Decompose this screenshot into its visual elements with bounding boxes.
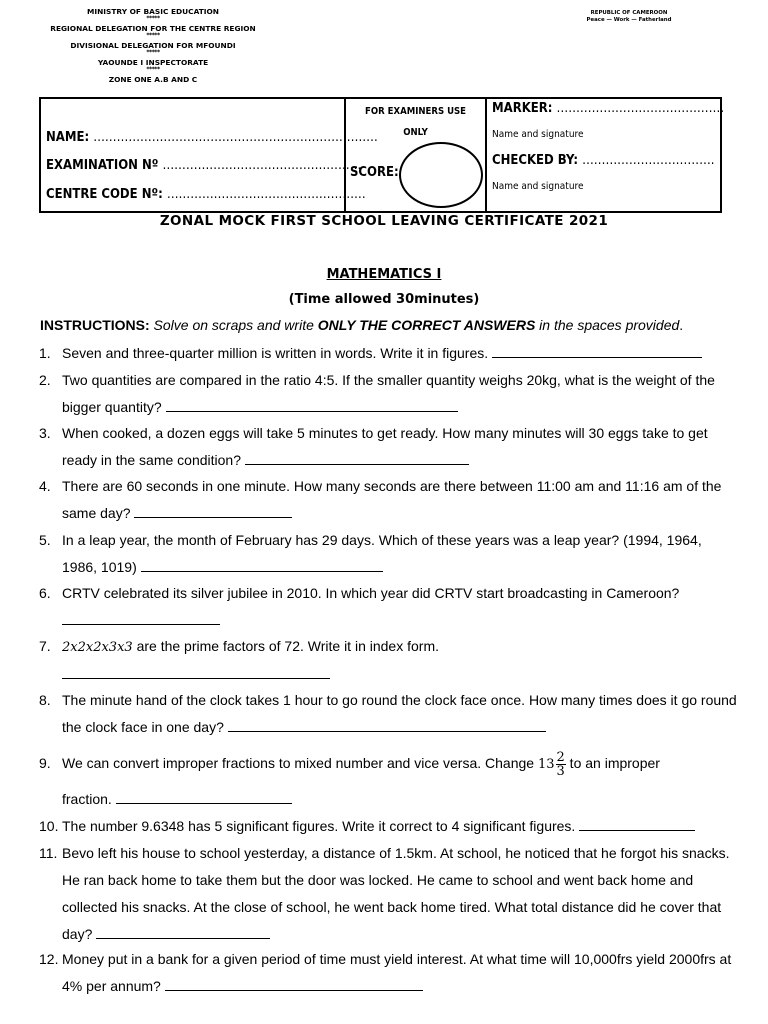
question-text: There are 60 seconds in one minute. How many seconds are there between 11:00 am and 11:16 am of the same day? bbox=[62, 478, 722, 521]
answer-blank[interactable] bbox=[579, 817, 695, 831]
checker-name-signature: Name and signature bbox=[492, 181, 584, 192]
name-field[interactable] bbox=[46, 130, 378, 145]
instructions-emphasis: ONLY THE CORRECT ANSWERS bbox=[317, 317, 536, 333]
answer-blank[interactable] bbox=[228, 718, 546, 732]
checked-by-dots: ……………………………. bbox=[582, 153, 715, 168]
header-stars: ***** bbox=[146, 49, 160, 56]
mixed-number-whole: 13 bbox=[537, 757, 555, 772]
question-number: 1. bbox=[39, 345, 51, 361]
header-line-inspectorate: YAOUNDE I INSPECTORATE bbox=[97, 58, 209, 67]
question-8 bbox=[39, 687, 739, 741]
question-number: 2. bbox=[39, 372, 51, 388]
question-text: Seven and three-quarter million is written in words. Write it in figures. bbox=[62, 345, 489, 361]
answer-blank[interactable] bbox=[134, 504, 292, 518]
question-number: 3. bbox=[39, 425, 51, 441]
question-number: 7. bbox=[39, 638, 51, 654]
question-1 bbox=[39, 340, 739, 367]
republic-name: REPUBLIC OF CAMEROON bbox=[590, 10, 668, 16]
score-circle[interactable] bbox=[399, 142, 483, 208]
header-line-division: DIVISIONAL DELEGATION FOR MFOUNDI bbox=[70, 41, 236, 50]
question-text: The minute hand of the clock takes 1 hour to go round the clock face once. How many times does it go round the clock face in one day? bbox=[62, 692, 737, 735]
question-text: We can convert improper fractions to mixed number and vice versa. Change bbox=[62, 755, 538, 771]
header-stars: ***** bbox=[146, 15, 160, 22]
question-text: In a leap year, the month of February has 29 days. Which of these years was a leap year? (1994, 1964, 1986, 1019) bbox=[62, 532, 702, 575]
centre-code-dots: …………………………………………… bbox=[166, 187, 366, 202]
header-stars: ***** bbox=[146, 32, 160, 39]
marker-field[interactable] bbox=[492, 101, 724, 116]
examiners-line2: ONLY bbox=[403, 127, 428, 138]
republic-motto: Peace — Work — Fatherland bbox=[586, 17, 672, 23]
exam-number-field[interactable] bbox=[46, 158, 361, 173]
time-allowed: (Time allowed 30minutes) bbox=[288, 292, 480, 307]
mixed-number-fraction bbox=[556, 751, 566, 778]
checked-by-label: CHECKED BY: bbox=[492, 153, 578, 168]
instructions-label: INSTRUCTIONS: bbox=[40, 317, 150, 333]
instructions bbox=[40, 317, 683, 333]
question-9-continued bbox=[39, 786, 739, 813]
marker-label: MARKER: bbox=[492, 101, 553, 116]
answer-blank[interactable] bbox=[165, 977, 423, 991]
instructions-end: . bbox=[679, 317, 684, 333]
question-3 bbox=[39, 420, 739, 474]
question-6 bbox=[39, 580, 739, 634]
question-number: 9. bbox=[39, 755, 51, 771]
question-number: 5. bbox=[39, 532, 51, 548]
name-label: NAME: bbox=[46, 130, 90, 145]
question-text-2: to an improper bbox=[565, 755, 660, 771]
centre-code-label: CENTRE CODE Nº: bbox=[46, 187, 163, 202]
question-text: Two quantities are compared in the ratio 4:5. If the smaller quantity weighs 20kg, what is the weight of the bigger quantity? bbox=[62, 372, 715, 415]
examiners-line1: FOR EXAMINERS USE bbox=[364, 106, 467, 117]
instructions-text-2: in the spaces provided bbox=[535, 317, 680, 333]
question-4 bbox=[39, 473, 739, 527]
header-stars: ***** bbox=[146, 66, 160, 73]
examiners-use-label bbox=[346, 101, 485, 143]
subject-title: MATHEMATICS I bbox=[326, 267, 442, 282]
question-number: 12. bbox=[39, 951, 59, 967]
score-label: SCORE: bbox=[350, 165, 399, 180]
question-9 bbox=[39, 748, 739, 780]
answer-blank[interactable] bbox=[62, 611, 220, 625]
question-text: The number 9.6348 has 5 significant figures. Write it correct to 4 significant figures. bbox=[62, 818, 576, 834]
question-number: 6. bbox=[39, 585, 51, 601]
question-text: Money put in a bank for a given period of time must yield interest. At what time will 10,000frs yield 2000frs at 4% per annum? bbox=[62, 951, 732, 994]
question-number: 8. bbox=[39, 692, 51, 708]
box-divider bbox=[485, 99, 487, 211]
question-12 bbox=[39, 946, 739, 1000]
answer-blank[interactable] bbox=[492, 344, 702, 358]
header-line-region: REGIONAL DELEGATION FOR THE CENTRE REGION bbox=[50, 24, 256, 33]
name-dots: ………………………………………………………………. bbox=[93, 130, 378, 145]
answer-blank[interactable] bbox=[62, 665, 330, 679]
question-number: 4. bbox=[39, 478, 51, 494]
fraction-numerator: 2 bbox=[556, 749, 565, 765]
ministry-header bbox=[40, 7, 266, 84]
marker-name-signature: Name and signature bbox=[492, 129, 584, 140]
exam-title: ZONAL MOCK FIRST SCHOOL LEAVING CERTIFICATE 2021 bbox=[159, 213, 609, 229]
instructions-text-1: Solve on scraps and write bbox=[149, 317, 318, 333]
header-line-ministry: MINISTRY OF BASIC EDUCATION bbox=[87, 7, 219, 16]
question-number: 11. bbox=[39, 845, 58, 861]
fraction-denominator: 3 bbox=[556, 763, 565, 779]
candidate-info-box bbox=[39, 97, 725, 213]
marker-dots: ……………………………………. bbox=[556, 101, 725, 116]
exam-number-dots: …………………………………………… bbox=[162, 158, 362, 173]
header-line-zone: ZONE ONE A.B AND C bbox=[108, 75, 198, 84]
question-text: When cooked, a dozen eggs will take 5 minutes to get ready. How many minutes will 30 eggs take to get ready in the same condition? bbox=[62, 425, 708, 468]
exam-number-label: EXAMINATION Nº bbox=[46, 158, 159, 173]
answer-blank[interactable] bbox=[245, 451, 469, 465]
question-10 bbox=[39, 813, 739, 840]
centre-code-field[interactable] bbox=[46, 187, 366, 202]
checked-by-field[interactable] bbox=[492, 153, 714, 168]
answer-blank[interactable] bbox=[96, 925, 270, 939]
answer-blank[interactable] bbox=[141, 558, 383, 572]
question-7 bbox=[39, 633, 739, 688]
answer-blank[interactable] bbox=[166, 398, 458, 412]
question-text: Bevo left his house to school yesterday, a distance of 1.5km. At school, he noticed that he forgot his snacks. He ran back home to take them but the door was locked. He came to school and went back home and collected his snacks. At the close of school, he went back home tired. What total distance did he cover that day? bbox=[62, 845, 730, 942]
question-11 bbox=[39, 840, 739, 948]
answer-blank[interactable] bbox=[116, 790, 292, 804]
republic-header bbox=[575, 10, 683, 24]
question-number: 10. bbox=[39, 818, 59, 834]
question-5 bbox=[39, 527, 739, 581]
question-text: are the prime factors of 72. Write it in index form. bbox=[132, 638, 439, 654]
question-text: CRTV celebrated its silver jubilee in 2010. In which year did CRTV start broadcasting in Cameroon? bbox=[62, 585, 680, 601]
question-2 bbox=[39, 367, 739, 421]
question-text-3: fraction. bbox=[62, 791, 112, 807]
prime-factors-expression: 2𝑥2𝑥2𝑥3𝑥3 bbox=[62, 640, 133, 655]
